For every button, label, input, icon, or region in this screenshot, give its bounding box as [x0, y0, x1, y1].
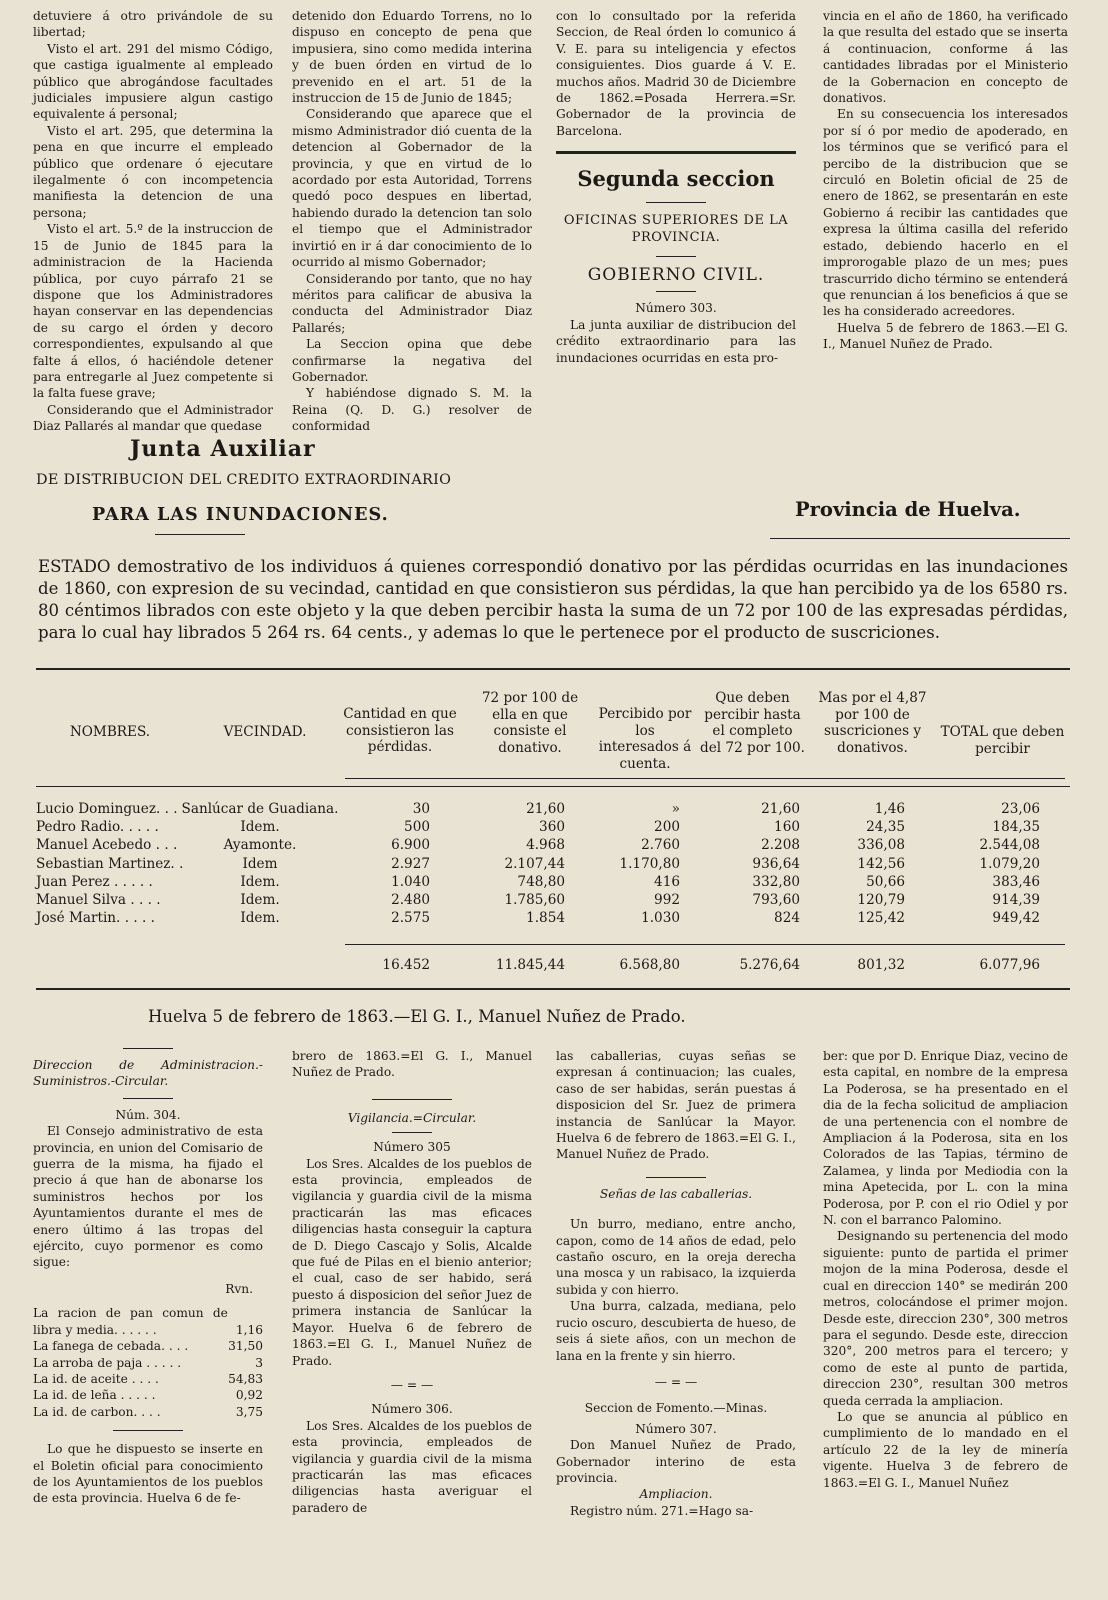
price-label: La fanega de cebada. . . .	[33, 1339, 189, 1354]
total-percibido: 6.568,80	[619, 957, 680, 973]
list-item	[33, 1305, 263, 1338]
top-column-2	[292, 8, 532, 435]
table-cell-nombre: Manuel Acebedo . . .	[36, 837, 178, 854]
price-label: La racion de pan comun de libra y media. . . . . .	[33, 1306, 228, 1337]
paragraph: ESTADO demostrativo de los individuos á quienes correspondió donativo por las pérdidas ocurridas en las inundaciones de 1860, con expresion de su vecindad, cantidad en que consistieron sus pérdidas, la que han percibido ya de los 6580 rs. 80 céntimos librados con este objeto y la que deben percibir hasta la suma de un 72 por 100 de las expresadas pérdidas, para lo cual hay librados 5 264 rs. 64 cents., y ademas lo que le pertenece por el producto de suscriciones.	[38, 557, 1068, 642]
paragraph: Don Manuel Nuñez de Prado, Gobernador interino de esta provincia.	[556, 1438, 796, 1485]
paragraph: detuviere á otro privándole de su libertad;	[33, 9, 273, 40]
subheading: Ampliacion.	[639, 1487, 713, 1502]
bottom-column-1	[33, 1048, 263, 1507]
divider	[656, 256, 696, 257]
table-cell-total: 2.544,08	[979, 837, 1040, 854]
total-cantidad: 16.452	[382, 957, 430, 973]
table-cell-pct72: 2.107,44	[504, 855, 565, 872]
table-cell-percibido: »	[671, 801, 680, 817]
header-vecindad: VECINDAD.	[223, 724, 307, 740]
table-cell-percibido: 200	[654, 819, 680, 836]
table-cell-deben: 936,64	[752, 855, 800, 872]
price-label: La id. de leña . . . . .	[33, 1388, 156, 1403]
table-cell-deben: 793,60	[752, 892, 800, 908]
table-cell-cantidad: 2.480	[391, 892, 430, 908]
table-cell-nombre: Manuel Silva . . . .	[36, 892, 161, 908]
divider	[770, 538, 1070, 539]
table-cell-mas: 125,42	[857, 910, 905, 927]
list-item	[33, 1371, 263, 1387]
price-label: La arroba de paja . . . . .	[33, 1355, 182, 1370]
bottom-column-3	[556, 1048, 796, 1519]
top-column-4	[823, 8, 1068, 353]
table-cell-deben: 824	[774, 910, 800, 927]
list-item	[33, 1355, 263, 1371]
notice-number: Núm. 304.	[115, 1107, 181, 1122]
total-72: 11.845,44	[495, 957, 565, 973]
paragraph: La Seccion opina que debe confirmarse la negativa del Gobernador.	[292, 337, 532, 384]
paragraph: ber: que por D. Enrique Diaz, vecino de esta capital, en nombre de la empresa La Poderosa, se ha presentado en el dia de la fecha solicitud de ampliacion de una pertenencia con el nombre de Ampliacion á la Poderosa, sita en los Colorados de las Tapias, término de Zalamea, y linda por Mediodia con la mina Apetecida, por L. con la mina Poderosa, por P. con el rio Odiel y por N. con el barranco Palomino.	[823, 1049, 1068, 1228]
table-cell-vecindad: Idem.	[240, 873, 280, 890]
table-cell-mas: 142,56	[857, 855, 905, 872]
price-value: 3,75	[235, 1404, 263, 1419]
office-heading: OFICINAS SUPERIORES DE LA PROVINCIA.	[563, 213, 789, 245]
table-cell-total: 383,46	[992, 873, 1040, 890]
table-cell-pct72: 4.968	[526, 837, 565, 854]
divider	[646, 202, 706, 203]
table-cell-vecindad: Idem.	[240, 819, 280, 836]
paragraph: En su consecuencia los interesados por sí ó por medio de apoderado, en los términos que se verificó para el percibo de la distribucion que se circuló en Boletin oficial de 25 de enero de 1862, se presentarán en este Gobierno á recibir las cantidades que expresa la última casilla del referido estado, debiendo hacerlo en el improrogable plazo de un mes; pues trascurrido dicho término se entenderá que renuncian á los beneficios á que se les ha considerado acreedores.	[823, 107, 1068, 319]
junta-subtitle-2: PARA LAS INUNDACIONES.	[92, 504, 389, 525]
table-cell-deben: 332,80	[752, 873, 800, 890]
table-cell-percibido: 2.760	[641, 837, 680, 854]
price-value: 54,83	[228, 1371, 263, 1386]
table-cell-nombre: Sebastian Martinez. .	[36, 855, 184, 872]
table-top-rule	[36, 668, 1070, 670]
list-item	[33, 1387, 263, 1403]
table-cell-pct72: 360	[539, 819, 565, 836]
paragraph: Huelva 5 de febrero de 1863.—El G. I., Manuel Nuñez de Prado.	[823, 320, 1068, 352]
header-percibido: Percibido por los interesados á cuenta.	[598, 706, 692, 772]
bottom-column-4	[823, 1048, 1068, 1491]
paragraph: Visto el art. 291 del mismo Código, que castiga igualmente al empleado público que abrogándose facultades judiciales impusiere algun castigo equivalente á personal;	[33, 41, 273, 122]
paragraph: La junta auxiliar de distribucion del crédito extraordinario para las inundaciones ocurridas en esta pro-	[556, 317, 796, 365]
table-cell-nombre: Pedro Radio. . . . .	[36, 819, 159, 836]
divider	[123, 1098, 173, 1099]
estado-paragraph	[38, 556, 1068, 644]
paragraph: brero de 1863.=El G. I., Manuel Nuñez de Prado.	[292, 1049, 532, 1080]
list-item	[33, 1338, 263, 1354]
divider	[372, 1099, 452, 1100]
table-cell-vecindad: Idem.	[240, 910, 280, 927]
notice-number: Número 306.	[371, 1402, 453, 1417]
section-heading: Vigilancia.=Circular.	[347, 1110, 477, 1125]
unit-label: Rvn.	[225, 1281, 253, 1296]
total-mas: 801,32	[857, 957, 905, 973]
table-cell-mas: 50,66	[866, 873, 905, 890]
notice-number: Número 303.	[635, 301, 717, 316]
header-cantidad: Cantidad en que consistieron las pérdidas.	[343, 706, 457, 755]
paragraph: Una burra, calzada, mediana, pelo rucio oscuro, descubierta de hueso, de seis á siete años, con un mechon de lana en la frente y sin hierro.	[556, 1299, 796, 1363]
table-cell-percibido: 1.030	[641, 910, 680, 927]
table-cell-vecindad: Idem	[242, 855, 278, 872]
section-heading: Señas de las caballerias.	[599, 1186, 753, 1201]
paragraph: Lo que se anuncia al público en cumplimiento de lo mandado en el artículo 22 de la ley de minería vigente. Huelva 3 de febrero de 1863.=El G. I., Manuel Nuñez	[823, 1409, 1068, 1490]
table-cell-cantidad: 6.900	[391, 837, 430, 854]
header-total: TOTAL que deben percibir	[940, 724, 1065, 757]
table-bottom-rule	[36, 988, 1070, 990]
top-column-3	[556, 8, 796, 366]
paragraph: Los Sres. Alcaldes de los pueblos de esta provincia, empleados de vigilancia y guardia civil de la misma practicarán las mas eficaces diligencias hasta conseguir la captura de D. Diego Cascajo y Solis, Alcalde que fué de Pilas en el bienio anterior; el cual, caso de ser habido, será puesto á disposicion del señor Juez de primera instancia de Sanlúcar la Mayor. Huelva 6 de febrero de 1863.=El G. I., Manuel Nuñez de Prado.	[292, 1156, 532, 1368]
total-total: 6.077,96	[979, 957, 1040, 973]
table-cell-mas: 24,35	[866, 819, 905, 836]
table-cell-total: 184,35	[992, 819, 1040, 836]
section-heading: Seccion de Fomento.—Minas.	[584, 1401, 768, 1416]
table-cell-nombre: José Martin. . . . .	[36, 910, 155, 927]
price-value: 3	[255, 1355, 263, 1370]
divider	[556, 151, 796, 154]
price-value: 0,92	[235, 1388, 263, 1403]
paragraph: las caballerias, cuyas señas se expresan á continuacion; las cuales, caso de ser habidas, serán puestas á disposicion del Sr. Juez de primera instancia de Sanlúcar la Mayor. Huelva 6 de febrero de 1863.=El G. I., Manuel Nuñez de Prado.	[556, 1049, 796, 1162]
table-cell-cantidad: 30	[412, 801, 430, 817]
table-cell-vecindad: Idem.	[240, 892, 280, 908]
table-cell-percibido: 1.170,80	[619, 855, 680, 872]
totals-rule	[345, 944, 1065, 945]
table-cell-vecindad: Sanlúcar de Guadiana.	[181, 801, 339, 817]
paragraph: Designando su pertenencia del modo siguiente: punto de partida el primer mojon de la mina Poderosa, desde el cual en direccion 140° se medirán 200 metros, colocándose el primer mojon. Desde este, direccion 230°, 300 metros para el segundo. Desde este, direccion 320°, 200 metros para el tercero; y como de este al punto de partida, direccion 230°, resultan 300 metros queda cerrada la ampliacion.	[823, 1229, 1068, 1408]
divider	[113, 1430, 183, 1431]
divider	[123, 1048, 173, 1049]
table-cell-deben: 21,60	[761, 801, 800, 817]
table-cell-total: 949,42	[992, 910, 1040, 927]
paragraph: Registro núm. 271.=Hago sa-	[570, 1503, 754, 1518]
table-cell-mas: 336,08	[857, 837, 905, 854]
header-nombres: NOMBRES.	[69, 724, 151, 740]
price-value: 1,16	[235, 1322, 263, 1337]
table-cell-pct72: 1.785,60	[504, 892, 565, 908]
table-cell-deben: 160	[774, 819, 800, 836]
paragraph: El Consejo administrativo de esta provincia, en union del Comisario de guerra de la misma, ha fijado el precio á que han de abonarse los suministros hechos por los Ayuntamientos durante el mes de enero último á las tropas del ejército, cuyo pormenor es como sigue:	[33, 1124, 263, 1270]
price-label: La id. de aceite . . . .	[33, 1371, 159, 1386]
divider	[155, 534, 245, 535]
table-cell-total: 914,39	[992, 892, 1040, 908]
section-title: Segunda seccion	[577, 166, 775, 192]
paragraph: detenido don Eduardo Torrens, no lo dispuso en concepto de pena que impusiera, sino como medida interina y de buen órden en virtud de lo prevenido en el art. 51 de la instruccion de 15 de Junio de 1845;	[292, 9, 532, 106]
table-cell-deben: 2.208	[761, 837, 800, 854]
bottom-column-2	[292, 1048, 532, 1516]
paragraph: Y habiéndose dignado S. M. la Reina (Q. D. G.) resolver de conformidad	[292, 386, 532, 434]
table-cell-vecindad: Ayamonte.	[223, 837, 297, 854]
header-deben: Que deben percibir hasta el completo del 72 por 100.	[700, 690, 806, 756]
gobierno-heading: GOBIERNO CIVIL.	[587, 265, 765, 286]
table-cell-nombre: Lucio Dominguez. . .	[36, 801, 178, 817]
list-item	[33, 1404, 263, 1420]
table-cell-cantidad: 500	[404, 819, 430, 836]
divider-marks: — = —	[390, 1377, 434, 1392]
junta-subtitle: DE DISTRIBUCION DEL CREDITO EXTRAORDINARIO	[36, 472, 452, 488]
header-mas: Mas por el 4,87 por 100 de suscriciones y donativos.	[818, 690, 927, 756]
paragraph: con lo consultado por la referida Seccion, de Real órden lo comunico á V. E. para su inteligencia y efectos consiguientes. Dios guarde á V. E. muchos años. Madrid 30 de Diciembre de 1862.=Posada Herrera.=Sr. Gobernador de la provincia de Barcelona.	[556, 9, 796, 138]
paragraph: Visto el art. 5.º de la instruccion de 15 de Junio de 1845 para la administracion de la Hacienda pública, por cuyo párrafo 21 se dispone que los Administradores hayan conservar en las dependencias de su cargo el órden y decoro correspondientes, expulsando al que falte á ellos, ó haciéndole detener para entregarle al Juez competente si la falta fuese grave;	[33, 222, 273, 401]
table-cell-mas: 120,79	[857, 892, 905, 908]
junta-title: Junta Auxiliar	[130, 436, 316, 462]
paragraph: Los Sres. Alcaldes de los pueblos de esta provincia, empleados de vigilancia y guardia civil de la misma practicarán las mas eficaces diligencias hasta averiguar el paradero de	[292, 1418, 532, 1515]
paragraph: Considerando que el Administrador Diaz Pallarés al mandar que quedase	[33, 402, 273, 434]
paragraph: vincia en el año de 1860, ha verificado la que resulta del estado que se inserta á continuacion, conforme á las cantidades libradas por el Ministerio de la Gobernacion en concepto de donativos.	[823, 9, 1068, 106]
header-72: 72 por 100 de ella en que consiste el donativo.	[481, 690, 579, 756]
table-cell-percibido: 992	[654, 892, 680, 908]
paragraph: Lo que he dispuesto se inserte en el Boletin oficial para conocimiento de los Ayuntamientos de los pueblos de esta provincia. Huelva 6 de fe-	[33, 1442, 263, 1506]
table-cell-cantidad: 2.575	[391, 910, 430, 927]
header-underline-2	[36, 786, 1070, 787]
notice-number: Número 307.	[635, 1421, 717, 1436]
paragraph: Visto el art. 295, que determina la pena en que incurre el empleado público que ordenare ó ejecutare ilegalmente ó con incompetencia manifiesta la detencion de una persona;	[33, 123, 273, 220]
signature-line: Huelva 5 de febrero de 1863.—El G. I., Manuel Nuñez de Prado.	[148, 1007, 686, 1026]
divider	[646, 1177, 706, 1178]
header-underline	[345, 778, 1065, 779]
table-cell-nombre: Juan Perez . . . . .	[36, 873, 153, 890]
top-column-1	[33, 8, 273, 435]
table-cell-pct72: 748,80	[517, 873, 565, 890]
divider	[656, 291, 696, 292]
table-cell-total: 1.079,20	[979, 855, 1040, 872]
table-cell-pct72: 21,60	[526, 801, 565, 817]
notice-number: Número 305	[373, 1140, 451, 1155]
price-label: La id. de carbon. . . .	[33, 1404, 161, 1419]
price-list	[33, 1305, 263, 1420]
price-value: 31,50	[228, 1339, 263, 1354]
divider-marks: — = —	[654, 1374, 698, 1389]
table-cell-total: 23,06	[1001, 801, 1040, 817]
total-deben: 5.276,64	[739, 957, 800, 973]
paragraph: Un burro, mediano, entre ancho, capon, como de 14 años de edad, pelo castaño oscuro, en la oreja derecha una mosca y un rabisaco, la izquierda subida y con hierro.	[556, 1217, 796, 1297]
table-cell-cantidad: 2.927	[391, 855, 430, 872]
table-cell-mas: 1,46	[874, 801, 905, 817]
paragraph: Considerando que aparece que el mismo Administrador dió cuenta de la detencion al Gobernador de la provincia, y que en virtud de lo acordado por esta Autoridad, Torrens quedó poco despues en libertad, habiendo durado la detencion tan solo el tiempo que el Administrador invirtió en ir á dar conocimiento de lo ocurrido al mismo Gobernador;	[292, 107, 532, 270]
paragraph: Considerando por tanto, que no hay méritos para calificar de abusiva la conducta del Administrador Diaz Pallarés;	[292, 271, 532, 335]
table-cell-percibido: 416	[654, 873, 680, 890]
section-heading: Direccion de Administracion.-Suministros.-Circular.	[33, 1058, 263, 1089]
provincia-title: Provincia de Huelva.	[795, 498, 1021, 521]
table-cell-cantidad: 1.040	[391, 873, 430, 890]
table-cell-pct72: 1.854	[526, 910, 565, 927]
divider	[392, 1132, 432, 1133]
